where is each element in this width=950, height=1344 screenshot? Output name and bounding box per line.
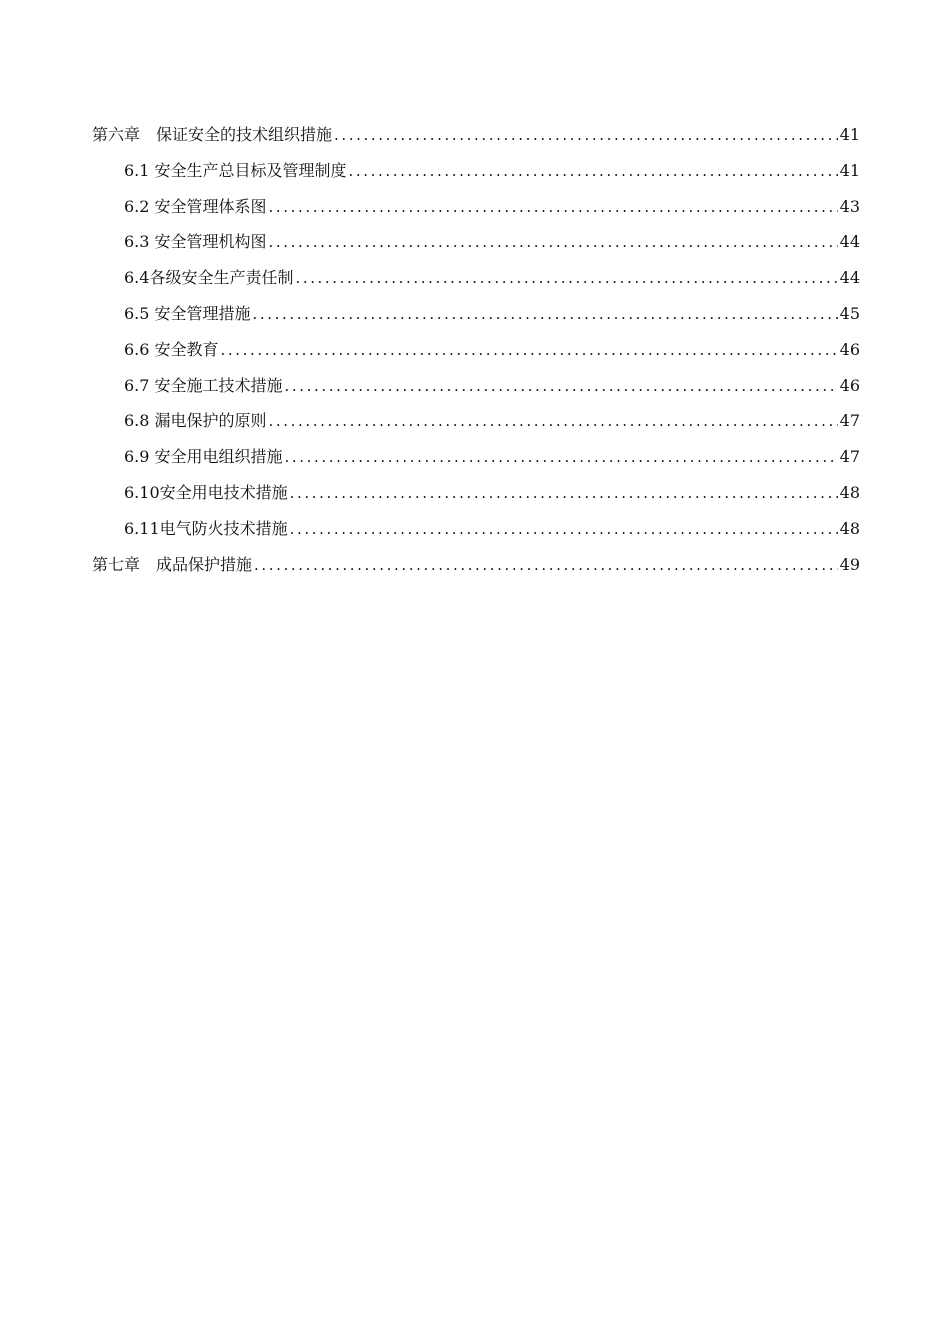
toc-entry-title: 第六章 保证安全的技术组织措施: [92, 125, 333, 144]
toc-entry-title: 6.6 安全教育: [124, 339, 219, 359]
toc-dot-leader: [251, 297, 838, 333]
toc-entry-6-4[interactable]: [92, 260, 860, 296]
toc-entry-title: 6.11电气防火技术措施: [124, 518, 288, 538]
toc-dot-leader: [288, 512, 838, 548]
toc-entry-title: 6.7 安全施工技术措施: [124, 375, 283, 395]
toc-entry-6-5[interactable]: [92, 296, 860, 332]
toc-entry-page: 43: [839, 196, 860, 216]
toc-entry-6-11[interactable]: [92, 511, 860, 547]
toc-entry-page: 48: [839, 518, 860, 538]
toc-entry-6-2[interactable]: [92, 189, 860, 225]
toc-entry-title: 6.2 安全管理体系图: [124, 196, 267, 216]
toc-entry-title: 6.9 安全用电组织措施: [124, 447, 283, 467]
toc-entry-page: 46: [839, 375, 860, 395]
toc-entry-title: 第七章 成品保护措施: [92, 554, 253, 574]
toc-entry-6-3[interactable]: [92, 224, 860, 260]
toc-entry-6-9[interactable]: [92, 439, 860, 475]
toc-entry-6-8[interactable]: [92, 403, 860, 439]
toc-dot-leader: [283, 440, 838, 476]
toc-dot-leader: [347, 154, 838, 190]
toc-entry-page: 41: [839, 160, 860, 180]
toc-entry-title: 6.3 安全管理机构图: [124, 232, 267, 252]
toc-dot-leader: [219, 333, 838, 369]
toc-dot-leader: [252, 548, 838, 584]
toc-entry-page: 47: [839, 411, 860, 431]
toc-entry-page: 47: [839, 447, 860, 467]
toc-dot-leader: [267, 190, 838, 226]
toc-entry-title: 6.10安全用电技术措施: [124, 482, 288, 502]
toc-dot-leader: [267, 404, 838, 440]
toc-dot-leader: [267, 225, 838, 261]
toc-entry-6-6[interactable]: [92, 332, 860, 368]
toc-entry-title: 6.4各级安全生产责任制: [124, 268, 294, 288]
toc-entry-title: 6.8 漏电保护的原则: [124, 411, 267, 431]
toc-entry-page: 41: [839, 125, 860, 144]
toc-entry-page: 44: [839, 232, 860, 252]
toc-entry-page: 49: [839, 554, 860, 574]
toc-entry-page: 46: [839, 339, 860, 359]
toc-entry-page: 45: [839, 303, 860, 323]
toc-entry-6-10[interactable]: [92, 475, 860, 511]
toc-entry-title: 6.1 安全生产总目标及管理制度: [124, 160, 347, 180]
toc-dot-leader: [293, 261, 838, 297]
table-of-contents: [92, 117, 860, 582]
toc-dot-leader: [332, 118, 838, 154]
toc-entry-6-7[interactable]: [92, 368, 860, 404]
toc-entry-chapter-6[interactable]: [92, 117, 860, 153]
toc-entry-6-1[interactable]: [92, 153, 860, 189]
toc-entry-chapter-7[interactable]: [92, 547, 860, 583]
toc-dot-leader: [288, 476, 838, 512]
toc-dot-leader: [283, 369, 838, 405]
toc-entry-title: 6.5 安全管理措施: [124, 303, 251, 323]
toc-entry-page: 48: [839, 482, 860, 502]
toc-entry-page: 44: [839, 268, 860, 288]
